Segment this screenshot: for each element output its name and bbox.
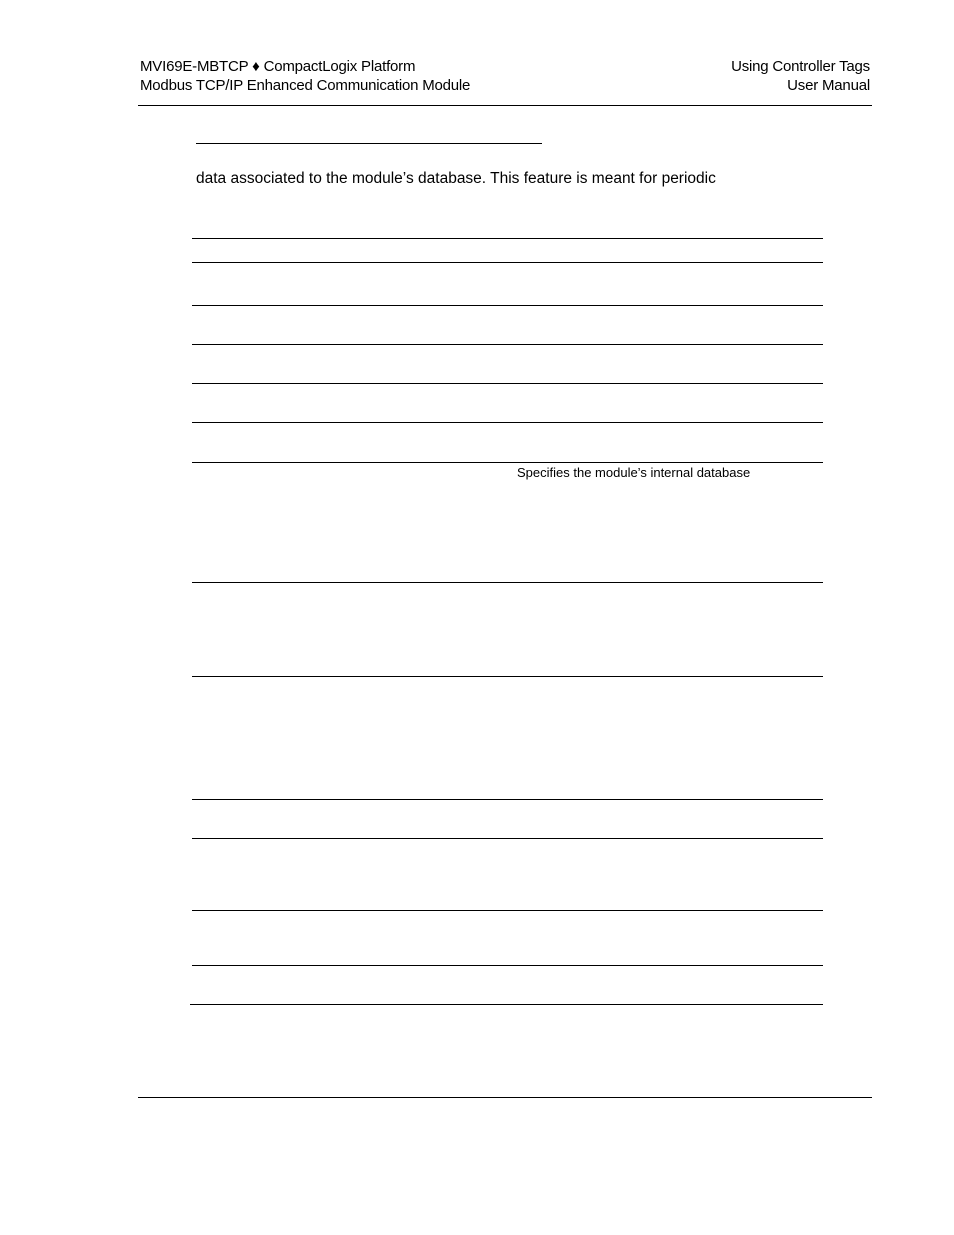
table-row-rule [192, 262, 823, 263]
table-row-rule [192, 838, 823, 839]
table-row-rule [192, 344, 823, 345]
table-row-rule [192, 965, 823, 966]
table-row-rule [192, 910, 823, 911]
table-cell-description: Specifies the module’s internal database [517, 465, 751, 480]
table-row-rule [192, 462, 823, 463]
section-heading-rule [196, 143, 542, 144]
body-paragraph: data associated to the module’s database. This feature is meant for periodic [196, 170, 716, 187]
table-row-rule [192, 383, 823, 384]
footer-rule [138, 1097, 872, 1098]
table-bottom-rule [190, 1004, 823, 1005]
table-top-rule [192, 238, 823, 239]
table-row-rule [192, 582, 823, 583]
header-rule [138, 105, 872, 106]
header-document-type: User Manual [787, 77, 870, 94]
header-product-title: MVI69E-MBTCP ♦ CompactLogix Platform [140, 58, 416, 75]
table-row-rule [192, 305, 823, 306]
running-header-right [731, 57, 870, 95]
table-row-rule [192, 676, 823, 677]
header-module-title: Modbus TCP/IP Enhanced Communication Module [140, 77, 471, 94]
running-header-left [140, 57, 470, 95]
table-row-rule [192, 799, 823, 800]
table-row-rule [192, 422, 823, 423]
header-section-title: Using Controller Tags [731, 58, 870, 75]
